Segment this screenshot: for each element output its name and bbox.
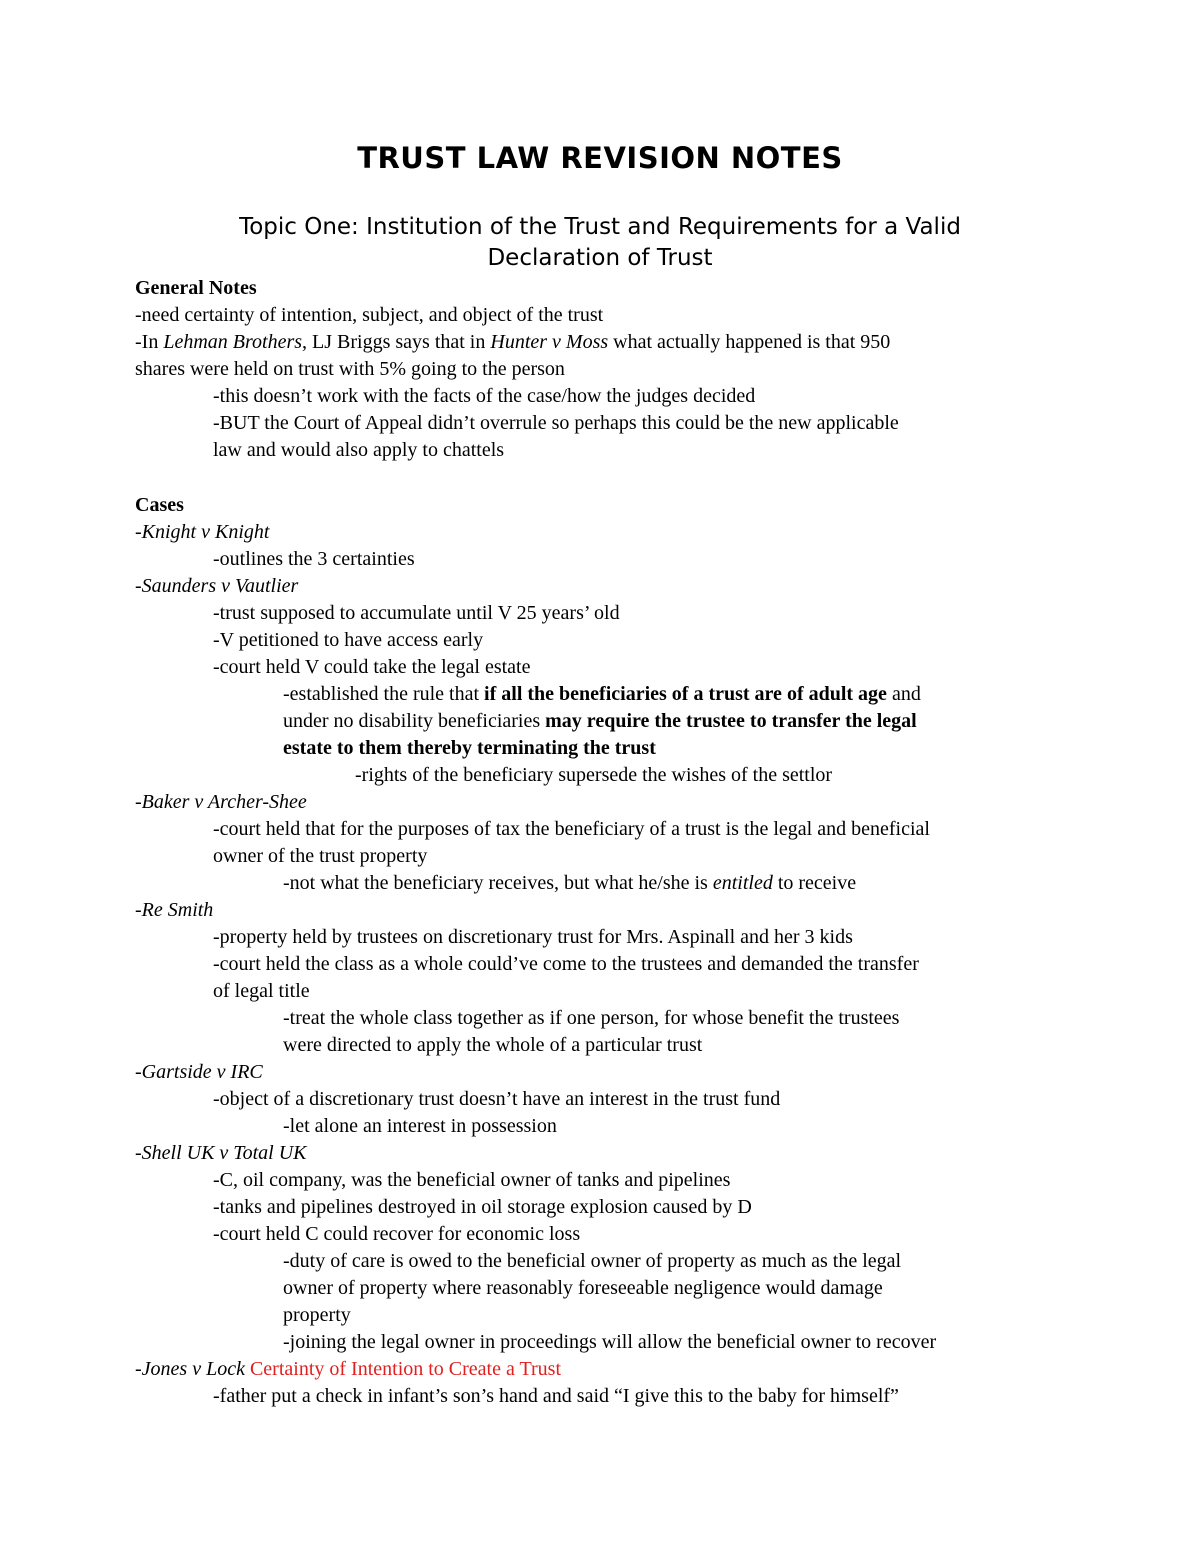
topic-annotation: Certainty of Intention to Create a Trust: [249, 1358, 562, 1380]
note-line: -object of a discretionary trust doesn’t have an interest in the trust fund: [213, 1088, 781, 1110]
note-line: -tanks and pipelines destroyed in oil storage explosion caused by D: [213, 1196, 752, 1218]
note-line: -treat the whole class together as if one person, for whose benefit the trustees: [283, 1007, 900, 1029]
case-name: -Saunders v Vautlier: [135, 575, 299, 597]
text-run: what actually happened is that 950: [608, 331, 891, 353]
note-line: property: [283, 1304, 351, 1326]
note-line: owner of the trust property: [213, 845, 428, 867]
topic-heading: [0, 212, 1200, 274]
case-name: -Re Smith: [135, 899, 214, 921]
text-run: and: [886, 683, 921, 705]
cases-heading: Cases: [135, 494, 184, 516]
text-run: -established the rule that: [283, 683, 485, 705]
note-line: [283, 735, 656, 762]
case-citation: Lehman Brothers: [163, 331, 303, 353]
note-line: -rights of the beneficiary supersede the wishes of the settlor: [355, 764, 833, 786]
note-line: -father put a check in infant’s son’s hand and said “I give this to the baby for himself”: [213, 1385, 899, 1407]
note-line: -court held the class as a whole could’ve come to the trustees and demanded the transfer: [213, 953, 919, 975]
note-line: -trust supposed to accumulate until V 25 years’ old: [213, 602, 620, 624]
text-run: to receive: [772, 872, 857, 894]
note-line: [283, 681, 921, 708]
general-notes-heading: General Notes: [135, 277, 257, 299]
note-line: -court held that for the purposes of tax the beneficiary of a trust is the legal and beneficial: [213, 818, 930, 840]
note-line: -need certainty of intention, subject, and object of the trust: [135, 304, 604, 326]
case-name: -Shell UK v Total UK: [135, 1142, 307, 1164]
text-run: , LJ Briggs says that in: [302, 331, 491, 353]
note-line: shares were held on trust with 5% going to the person: [135, 358, 565, 380]
note-line: -BUT the Court of Appeal didn’t overrule so perhaps this could be the new applicable: [213, 412, 899, 434]
note-line: -property held by trustees on discretionary trust for Mrs. Aspinall and her 3 kids: [213, 926, 853, 948]
case-name: -Gartside v IRC: [135, 1061, 263, 1083]
note-line: law and would also apply to chattels: [213, 439, 505, 461]
note-line: -outlines the 3 certainties: [213, 548, 415, 570]
text-run: -In: [135, 331, 164, 353]
bold-rule-text: estate to them thereby terminating the trust: [283, 737, 656, 759]
note-line: -C, oil company, was the beneficial owner of tanks and pipelines: [213, 1169, 731, 1191]
note-line: [283, 708, 917, 735]
emphasis-text: entitled: [712, 872, 773, 894]
note-line: -court held C could recover for economic loss: [213, 1223, 581, 1245]
bold-rule-text: if all the beneficiaries of a trust are of adult age: [484, 683, 887, 705]
note-line: -duty of care is owed to the beneficial owner of property as much as the legal: [283, 1250, 902, 1272]
case-citation: Hunter v Moss: [490, 331, 609, 353]
note-line: -this doesn’t work with the facts of the case/how the judges decided: [213, 385, 756, 407]
note-line: -court held V could take the legal estate: [213, 656, 531, 678]
case-name: -Baker v Archer-Shee: [135, 791, 307, 813]
case-line: [135, 1356, 561, 1383]
topic-heading-line-1: Topic One: Institution of the Trust and Requirements for a Valid: [239, 214, 961, 240]
note-line: -let alone an interest in possession: [283, 1115, 557, 1137]
note-line: [283, 870, 856, 897]
text-run: under no disability beneficiaries: [283, 710, 546, 732]
note-line: were directed to apply the whole of a particular trust: [283, 1034, 703, 1056]
case-name: -Knight v Knight: [135, 521, 270, 543]
text-run: -not what the beneficiary receives, but what he/she is: [283, 872, 713, 894]
topic-heading-line-2: Declaration of Trust: [487, 245, 713, 271]
bold-rule-text: may require the trustee to transfer the legal: [545, 710, 917, 732]
case-name: -Jones v Lock: [135, 1358, 245, 1380]
note-line: -V petitioned to have access early: [213, 629, 484, 651]
note-line: of legal title: [213, 980, 310, 1002]
note-line: -joining the legal owner in proceedings will allow the beneficial owner to recover: [283, 1331, 937, 1353]
note-line: owner of property where reasonably foreseeable negligence would damage: [283, 1277, 883, 1299]
document-title: TRUST LAW REVISION NOTES: [357, 141, 843, 175]
note-line: [135, 329, 890, 356]
